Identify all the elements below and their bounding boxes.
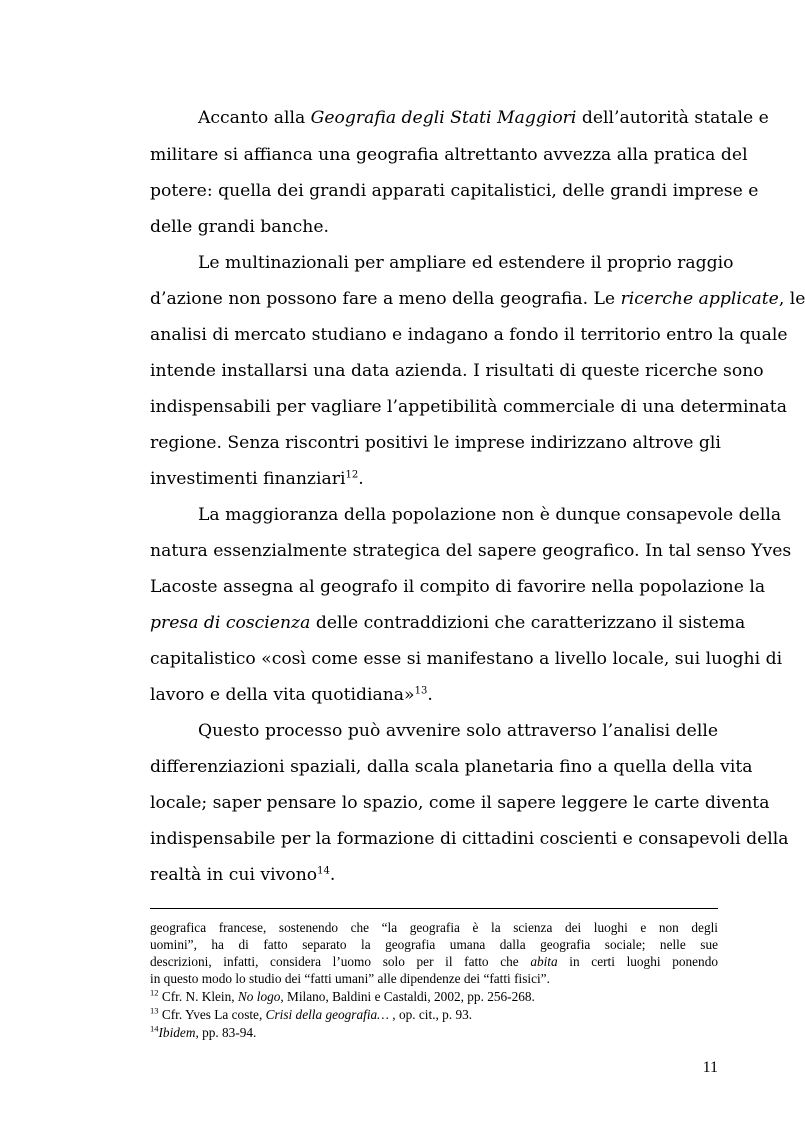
text: in certi luoghi ponendo <box>557 954 718 969</box>
footnote-line: uomini”, ha di fatto separato la geografia umana dalla geografia sociale; nelle sue <box>150 937 718 952</box>
text: , pp. 83-94. <box>195 1025 257 1040</box>
italic-text: Ibidem <box>158 1025 196 1040</box>
body-line: La maggioranza della popolazione non è dunque consapevole della <box>198 505 782 525</box>
body-line: analisi di mercato studiano e indagano a fondo il territorio entro la quale <box>150 325 788 345</box>
footnote-line: geografica francese, sostenendo che “la geografia è la scienza dei luoghi e non degli <box>150 920 718 935</box>
body-line <box>150 863 718 887</box>
body-line: potere: quella dei grandi apparati capitalistici, delle grandi imprese e <box>150 181 759 201</box>
body-line <box>150 106 769 130</box>
footnote-number: 12 <box>150 987 159 998</box>
text: , Milano, Baldini e Castaldi, 2002, pp. 256-268. <box>280 989 535 1004</box>
text: descrizioni, infatti, considera l’uomo solo per il fatto che <box>150 954 531 969</box>
italic-text: ricerche applicate <box>620 289 779 309</box>
text: . <box>358 469 364 489</box>
footnote-number: 13 <box>150 1005 159 1016</box>
body-line: capitalistico «così come esse si manifestano a livello locale, sui luoghi di <box>150 649 783 669</box>
text: . <box>427 685 433 705</box>
footnote-number: 14 <box>150 1023 159 1034</box>
italic-text: Geografia degli Stati Maggiori <box>310 108 577 128</box>
body-line <box>150 467 718 491</box>
body-line: indispensabile per la formazione di cittadini coscienti e consapevoli della <box>150 829 789 849</box>
footnote-ref[interactable]: 12 <box>345 469 359 481</box>
footnote-14 <box>150 1024 718 1041</box>
body-line: delle grandi banche. <box>150 217 329 237</box>
text: Cfr. Yves La coste, <box>158 1007 266 1022</box>
italic-text: Crisi della geografia… <box>265 1007 389 1022</box>
text: , le <box>778 289 805 309</box>
italic-text: abita <box>530 954 558 969</box>
text: Accanto alla <box>198 108 311 128</box>
italic-text: presa di coscienza <box>150 613 311 633</box>
footnote-line: in questo modo lo studio dei “fatti umani” alle dipendenze dei “fatti fisici”. <box>150 971 550 986</box>
footnote-13 <box>150 1006 718 1023</box>
body-line: natura essenzialmente strategica del sapere geografico. In tal senso Yves <box>150 541 792 561</box>
body-line: Questo processo può avvenire solo attraverso l’analisi delle <box>198 721 718 741</box>
footnote-12 <box>150 988 718 1005</box>
body-line: Lacoste assegna al geografo il compito di favorire nella popolazione la <box>150 577 766 597</box>
body-line: regione. Senza riscontri positivi le imprese indirizzano altrove gli <box>150 433 721 453</box>
text: d’azione non possono fare a meno della geografia. Le <box>150 289 621 309</box>
footnote-line <box>150 953 718 970</box>
text: lavoro e della vita quotidiana» <box>150 685 415 705</box>
body-line <box>150 683 718 707</box>
text: . <box>329 865 336 885</box>
text: delle contraddizioni che caratterizzano il sistema <box>310 613 746 633</box>
body-line <box>150 611 746 635</box>
footnote-separator <box>150 908 718 909</box>
text: , op. cit., p. 93. <box>388 1007 473 1022</box>
text: realtà in cui vivono <box>150 865 318 885</box>
page-number: 11 <box>702 1059 718 1076</box>
body-line: locale; saper pensare lo spazio, come il sapere leggere le carte diventa <box>150 793 770 813</box>
body-line: militare si affianca una geografia altrettanto avvezza alla pratica del <box>150 145 748 165</box>
footnote-ref[interactable]: 14 <box>317 865 330 877</box>
body-line: differenziazioni spaziali, dalla scala planetaria fino a quella della vita <box>150 757 753 777</box>
footnote-ref[interactable]: 13 <box>414 685 428 697</box>
text: dell’autorità statale e <box>576 108 769 128</box>
body-line: indispensabili per vagliare l’appetibilità commerciale di una determinata <box>150 397 787 417</box>
body-line: Le multinazionali per ampliare ed estendere il proprio raggio <box>198 253 734 273</box>
body-line: intende installarsi una data azienda. I risultati di queste ricerche sono <box>150 361 764 381</box>
text: Cfr. N. Klein, <box>158 989 238 1004</box>
text: investimenti finanziari <box>150 469 346 489</box>
body-line <box>150 287 805 311</box>
italic-text: No logo <box>237 989 281 1004</box>
